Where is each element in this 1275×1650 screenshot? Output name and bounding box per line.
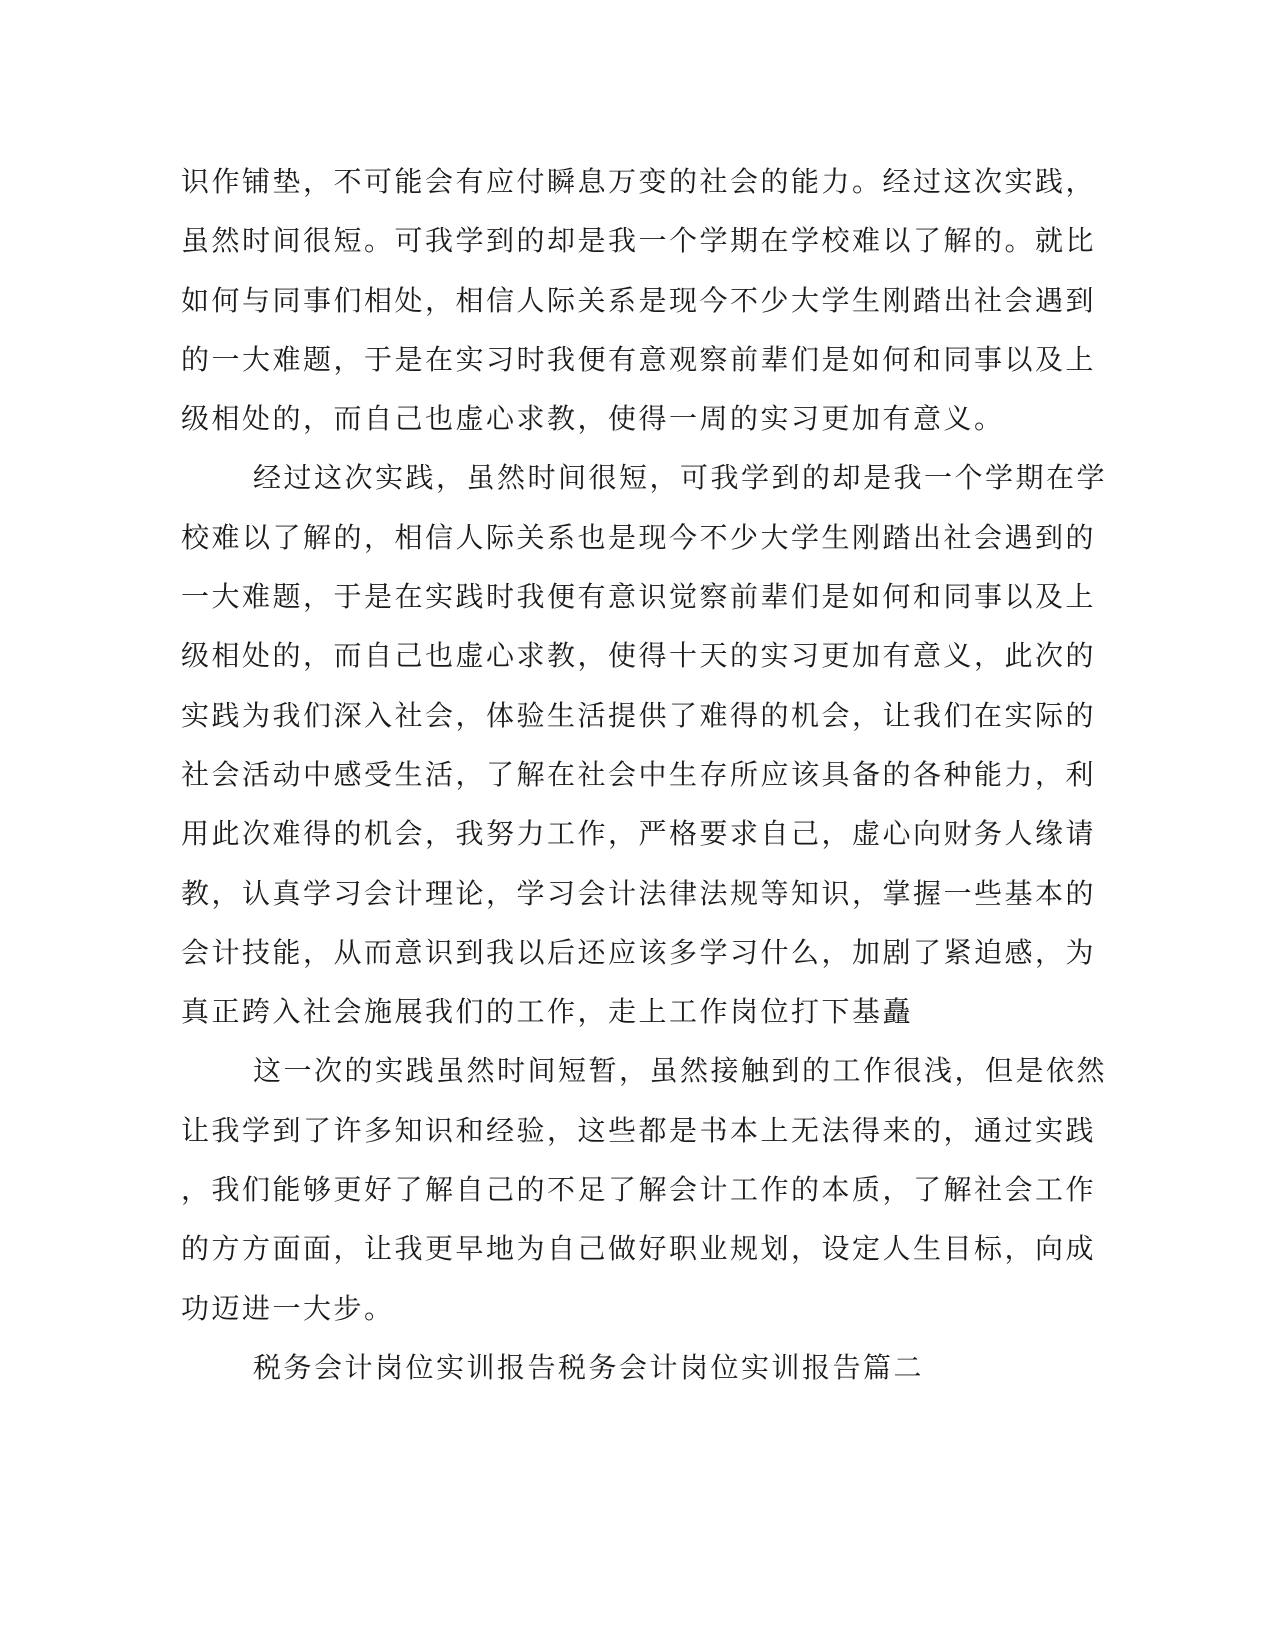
paragraph-line: 经过这次实践，虽然时间很短，可我学到的却是我一个学期在学 [253,461,1108,495]
paragraph-line: ，我们能够更好了解自己的不足了解会计工作的本质，了解社会工作 [181,1173,1097,1207]
paragraph-line: 实践为我们深入社会，体验生活提供了难得的机会，让我们在实际的 [181,698,1097,732]
paragraph-line: 这一次的实践虽然时间短暂，虽然接触到的工作很浅，但是依然 [253,1054,1108,1088]
paragraph-3 [181,1041,1108,1337]
section-heading [181,1338,1041,1397]
paragraph-line: 的方方面面，让我更早地为自己做好职业规划，设定人生目标，向成 [181,1232,1097,1266]
paragraph-line: 让我学到了许多知识和经验，这些都是书本上无法得来的，通过实践 [181,1113,1097,1147]
paragraph-line: 的一大难题，于是在实习时我便有意观察前辈们是如何和同事以及上 [181,342,1097,376]
paragraph-line: 用此次难得的机会，我努力工作，严格要求自己，虚心向财务人缘请 [181,817,1097,851]
section-heading-text: 税务会计岗位实训报告税务会计岗位实训报告篇二 [253,1350,925,1384]
paragraph-line: 一大难题，于是在实践时我便有意识觉察前辈们是如何和同事以及上 [181,580,1097,614]
paragraph-line: 真正跨入社会施展我们的工作，走上工作岗位打下基矗 [181,995,914,1029]
paragraph-1 [181,152,1097,448]
document-body [181,152,1108,1397]
paragraph-line: 虽然时间很短。可我学到的却是我一个学期在学校难以了解的。就比 [181,224,1097,258]
paragraph-line: 级相处的，而自己也虚心求教，使得一周的实习更加有意义。 [181,402,1005,436]
paragraph-line: 识作铺垫，不可能会有应付瞬息万变的社会的能力。经过这次实践， [181,165,1097,198]
paragraph-2 [181,448,1108,1041]
paragraph-line: 如何与同事们相处，相信人际关系是现今不少大学生刚踏出社会遇到 [181,283,1097,317]
paragraph-line: 社会活动中感受生活，了解在社会中生存所应该具备的各种能力，利 [181,757,1097,791]
paragraph-line: 教，认真学习会计理论，学习会计法律法规等知识，掌握一些基本的 [181,876,1097,910]
paragraph-line: 功迈进一大步。 [181,1291,395,1325]
paragraph-line: 会计技能，从而意识到我以后还应该多学习什么，加剧了紧迫感，为 [181,935,1097,969]
paragraph-line: 级相处的，而自己也虚心求教，使得十天的实习更加有意义，此次的 [181,639,1097,673]
paragraph-line: 校难以了解的，相信人际关系也是现今不少大学生刚踏出社会遇到的 [181,520,1097,554]
